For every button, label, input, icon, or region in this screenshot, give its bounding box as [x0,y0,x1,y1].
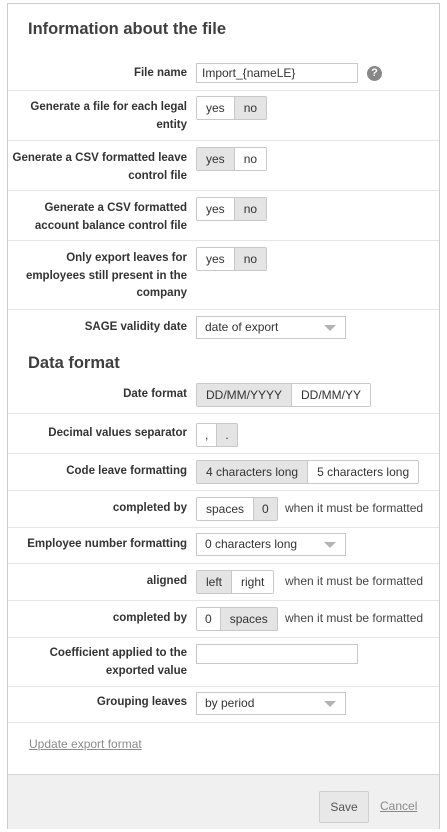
row-file-name [8,57,439,90]
per-entity-no[interactable]: no [234,97,266,119]
completed-by-1-toggle [196,497,278,521]
date-format-toggle [196,383,371,407]
employee-number-label: Employee number formatting [27,538,187,550]
caret-down-icon [324,325,336,331]
footer-actions [8,774,439,829]
csv-leave-label: Generate a CSV formatted leave control file [12,152,187,182]
employee-number-value: 0 characters long [205,537,298,551]
employee-number-select[interactable] [196,533,346,556]
decimal-comma[interactable]: , [197,424,216,446]
csv-balance-no[interactable]: no [234,198,266,220]
file-name-input[interactable] [196,63,358,83]
question-circle-icon[interactable]: ? [367,66,382,81]
caret-down-icon [324,701,336,707]
aligned-suffix: when it must be formatted [285,574,424,588]
completed-by-2-label: completed by [112,612,187,624]
row-employee-number [8,527,439,564]
completed-by-1-zero[interactable]: 0 [253,498,277,520]
sage-date-value: date of export [205,320,279,334]
csv-leave-toggle [196,147,267,171]
completed-by-2-toggle [196,607,278,631]
file-name-label: File name [133,67,187,79]
divider [8,722,439,723]
aligned-label: aligned [146,575,187,587]
save-button[interactable]: Save [319,791,369,823]
code-leave-4[interactable]: 4 characters long [197,461,307,483]
aligned-right[interactable]: right [231,571,273,593]
csv-leave-no[interactable]: no [234,148,266,170]
only-present-yes[interactable]: yes [197,248,234,270]
only-present-no[interactable]: no [234,248,266,270]
date-format-label: Date format [123,388,187,400]
completed-by-1-suffix: when it must be formatted [285,501,424,515]
row-sage-date [8,309,439,345]
decimal-separator-toggle [196,423,238,447]
aligned-left[interactable]: left [197,571,231,593]
row-code-leave [8,453,439,491]
grouping-value: by period [205,696,255,710]
section-title-data-format: Data format [28,354,120,372]
date-format-short[interactable]: DD/MM/YY [291,384,370,406]
export-settings-panel [7,3,440,829]
completed-by-1-spaces[interactable]: spaces [197,498,253,520]
row-completed-by-1 [8,490,439,528]
date-format-long[interactable]: DD/MM/YYYY [197,384,291,406]
per-entity-label: Generate a file for each legal entity [30,101,187,131]
code-leave-5[interactable]: 5 characters long [307,461,418,483]
update-export-format-link[interactable]: Update export format [29,737,142,751]
row-completed-by-2 [8,600,439,638]
row-coefficient [8,637,439,687]
grouping-select[interactable] [196,692,346,715]
csv-leave-yes[interactable]: yes [197,148,234,170]
row-date-format [8,378,439,413]
only-present-label: Only export leaves for employees still present in the company [25,252,187,299]
completed-by-2-suffix: when it must be formatted [285,611,424,625]
completed-by-2-zero[interactable]: 0 [197,608,220,630]
only-present-toggle [196,247,267,271]
row-aligned [8,563,439,601]
decimal-dot[interactable]: . [216,424,236,446]
csv-balance-yes[interactable]: yes [197,198,234,220]
row-only-present [8,240,439,310]
code-leave-label: Code leave formatting [66,465,187,477]
coefficient-label: Coefficient applied to the exported value [49,647,187,677]
decimal-separator-label: Decimal values separator [48,427,187,439]
row-grouping [8,686,439,723]
code-leave-toggle [196,460,419,484]
sage-date-select[interactable] [196,316,346,339]
row-file-per-entity [8,90,439,141]
sage-date-label: SAGE validity date [84,321,187,333]
completed-by-2-spaces[interactable]: spaces [220,608,277,630]
row-csv-balance [8,190,439,241]
per-entity-toggle [196,96,267,120]
completed-by-1-label: completed by [112,502,187,514]
aligned-toggle [196,570,274,594]
cancel-link[interactable]: Cancel [380,799,418,813]
section-title-file-info: Information about the file [28,20,226,38]
csv-balance-label: Generate a CSV formatted account balance control file [34,202,187,232]
row-decimal-separator [8,413,439,454]
per-entity-yes[interactable]: yes [197,97,234,119]
csv-balance-toggle [196,197,267,221]
caret-down-icon [324,542,336,548]
grouping-label: Grouping leaves [96,696,187,708]
coefficient-input[interactable] [196,644,358,664]
row-csv-leave [8,140,439,191]
